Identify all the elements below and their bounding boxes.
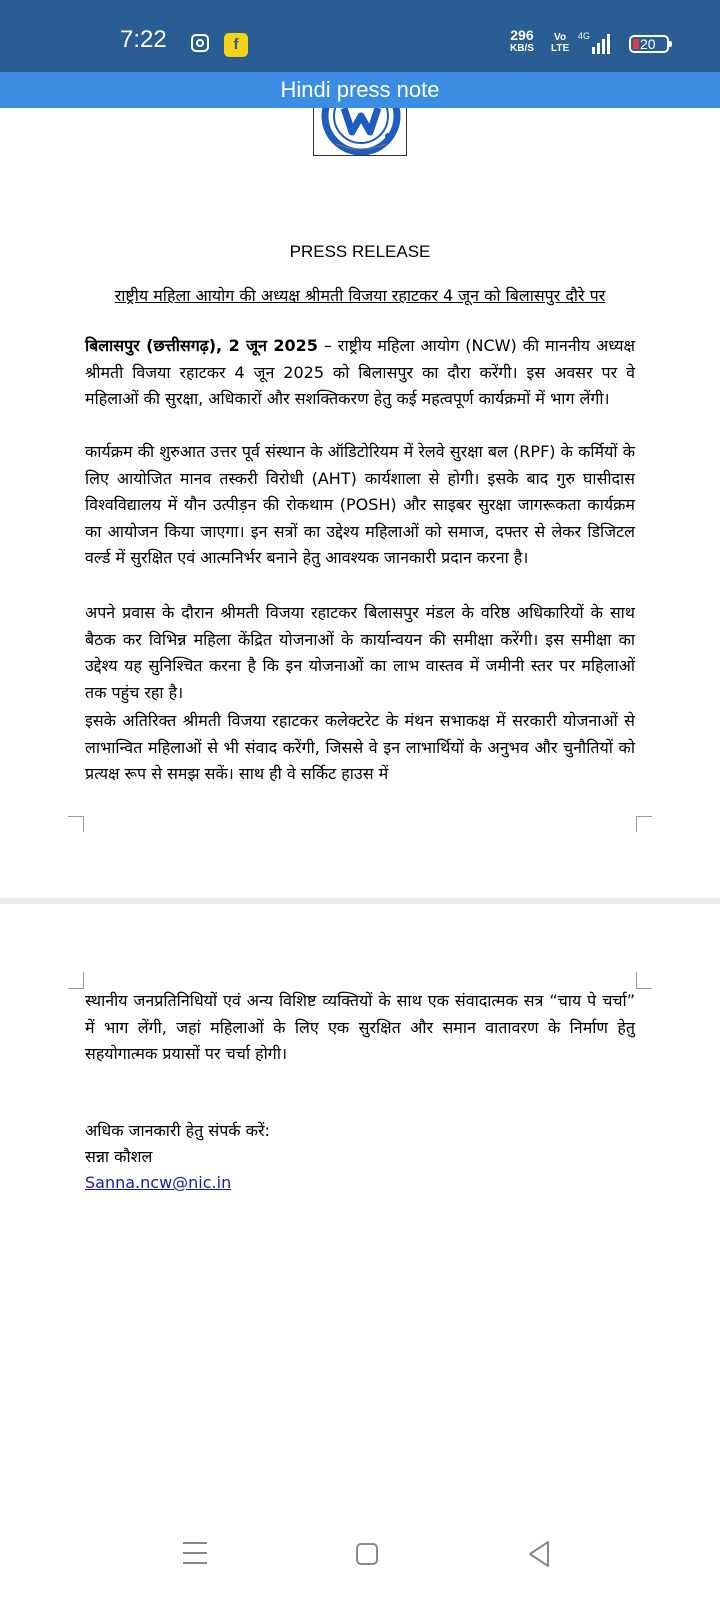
page-corner-mark [68,988,84,989]
press-release-heading: PRESS RELEASE [289,242,431,261]
page-corner-mark [636,816,652,817]
recent-apps-button[interactable] [183,1542,207,1564]
instagram-icon [191,34,209,52]
navigation-bar [0,1530,720,1600]
menu-line [183,1542,207,1544]
status-time: 7:22 [120,26,167,53]
home-button[interactable] [356,1543,378,1565]
dateline: बिलासपुर (छत्तीसगढ़), 2 जून 2025 [85,336,318,355]
page-corner-mark [636,988,652,989]
battery-level: 20 [640,36,656,52]
paragraph-intro [85,333,635,413]
page-corner-mark [636,816,637,832]
press-release-headline: राष्ट्रीय महिला आयोग की अध्यक्ष श्रीमती विजया रहाटकर 4 जून को बिलासपुर दौरे पर [114,286,606,305]
network-speed-value: 296 [510,27,534,43]
volte-top: Vo [554,32,567,43]
contact-email-link[interactable]: Sanna.ncw@nic.in [85,1173,232,1192]
paragraph-chai-pe-charcha: स्थानीय जनप्रतिनिधियों एवं अन्य विशिष्ट व्यक्तियों के साथ एक संवादात्मक सत्र “चाय पे चर्चा” में भाग लेंगी, जहां महिलाओं के लिए एक सुरक्षित और समान वातावरण के निर्माण हेतु सहयोगात्मक प्रयासों पर चर्चा होगी। [85,991,635,1063]
contact-label: अधिक जानकारी हेतु संपर्क करें: [85,1121,270,1140]
status-bar [0,0,720,72]
menu-line [183,1562,207,1564]
paragraph-program: कार्यक्रम की शुरुआत उत्तर पूर्व संस्थान के ऑडिटोरियम में रेलवे सुरक्षा बल (RPF) के कर्मियों के लिए आयोजित मानव तस्करी विरोधी (AHT) कार्यशाला से होगी। इसके बाद गुरु घासीदास विश्वविद्यालय में यौन उत्पीड़न की रोकथाम (POSH) और साइबर सुरक्षा जागरूकता कार्यक्रम का आयोजन किया जाएगा। इन सत्रों का उद्देश्य महिलाओं को समाज, दफ्तर से लेकर डिजिटल वर्ल्ड में सुरक्षित एवं आत्मनिर्भर बनाने हेतु आवश्यक जानकारी प्रदान करना है। [85,442,635,567]
contact-name: सन्ना कौशल [85,1147,153,1166]
app-title-bar [0,72,720,108]
network-type: 4G [578,31,591,41]
ncw-logo [313,108,407,156]
volte-bottom: LTE [551,43,570,54]
page-separator [0,898,720,904]
ncw-logo-icon [314,108,407,156]
battery-icon [629,35,669,53]
battery-fill [633,39,639,49]
intro-text: – राष्ट्रीय महिला आयोग (NCW) की माननीय अध्यक्ष श्रीमती विजया रहाटकर 4 जून 2025 को बिलासपुर का दौरा करेंगी। इस अवसर पर वे महिलाओं की सुरक्षा, अधिकारों और सशक्तिकरण हेतु कई महत्वपूर्ण कार्यक्रमों में भाग लेंगी। [85,336,635,408]
contact-block [85,1118,635,1196]
back-button[interactable] [527,1540,551,1568]
paragraph-interaction: इसके अतिरिक्त श्रीमती विजया रहाटकर कलेक्टरेट के मंथन सभाकक्ष में सरकारी योजनाओं से लाभान्वित महिलाओं से भी संवाद करेंगी, जिससे वे इन लाभार्थियों के अनुभव और चुनौतियों को प्रत्यक्ष रूप से समझ सकें। साथ ही वे सर्किट हाउस में [85,711,635,783]
signal-icon [578,30,618,56]
page-corner-mark [83,972,84,988]
menu-line [183,1552,207,1554]
page-corner-mark [68,816,84,817]
flipkart-icon: f [224,33,248,57]
paragraph-review: अपने प्रवास के दौरान श्रीमती विजया रहाटकर बिलासपुर मंडल के वरिष्ठ अधिकारियों के साथ बैठक कर विभिन्न महिला केंद्रित योजनाओं के कार्यान्वयन की समीक्षा करेंगी। इस समीक्षा का उद्देश्य यह सुनिश्चित करना है कि इन योजनाओं का लाभ वास्तव में जमीनी स्तर पर महिलाओं तक पहुंच रहा है। [85,603,635,702]
page-corner-mark [83,816,84,832]
page-corner-mark [636,972,637,988]
back-icon [530,1542,548,1566]
network-speed [510,29,534,55]
volte-indicator [551,32,569,54]
app-title: Hindi press note [280,77,440,102]
network-speed-unit: KB/S [510,43,534,54]
